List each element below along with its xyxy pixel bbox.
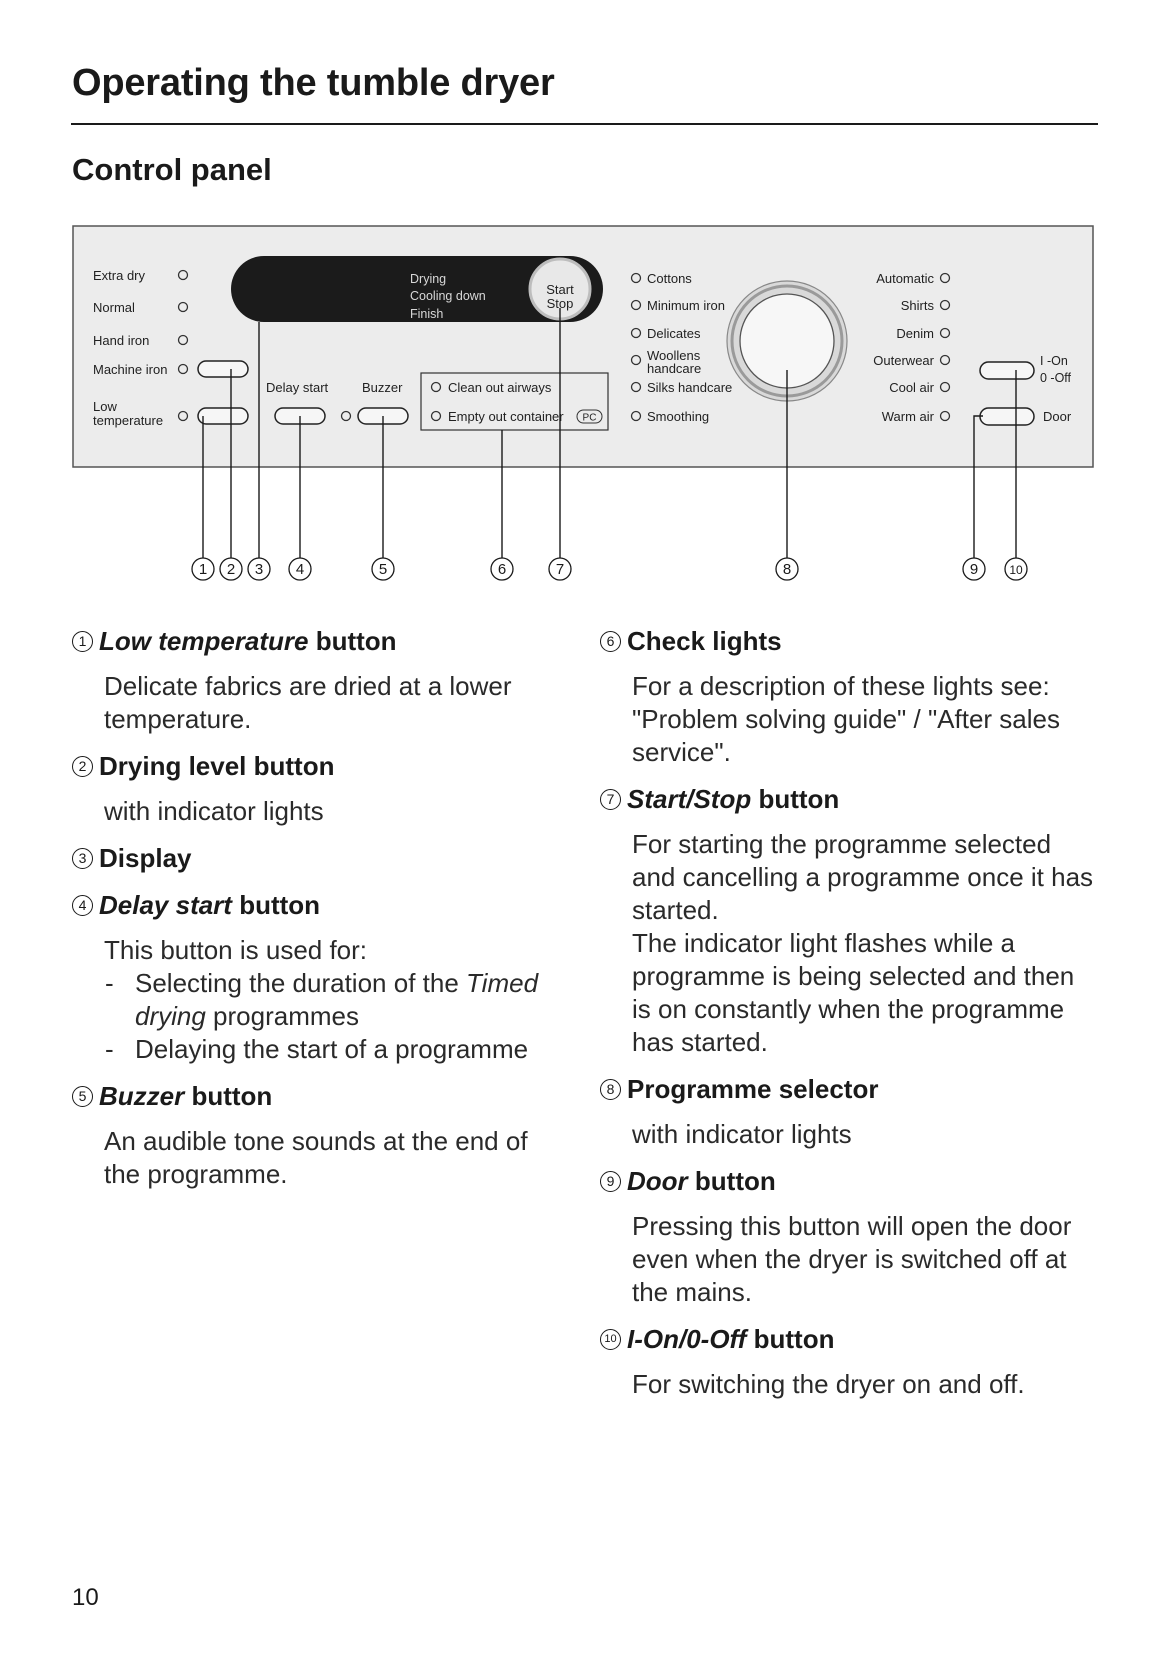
legend-title-rest-9: button (687, 1166, 776, 1196)
legend-number-6: 6 (600, 631, 621, 652)
drying-level-normal: Normal (93, 300, 135, 315)
programme-outerwear: Outerwear (873, 353, 934, 368)
legend-title-rest-4: button (231, 890, 321, 920)
legend-number-2: 2 (72, 756, 93, 777)
legend-title-italic-10: I-On/0-Off (627, 1324, 747, 1354)
legend-body-1: Delicate fabrics are dried at a lower temperature. (104, 671, 512, 734)
legend-title-italic-9: Door (627, 1166, 688, 1196)
delay-start-label: Delay start (266, 380, 329, 395)
drying-level-machine-iron: Machine iron (93, 362, 168, 377)
legend-title-rest-5: button (184, 1081, 273, 1111)
programme-shirts: Shirts (900, 298, 934, 313)
legend-heading-1 (72, 624, 562, 658)
drying-level-extra-dry: Extra dry (93, 268, 146, 283)
legend-number-9: 9 (600, 1171, 621, 1192)
legend-item-4 (72, 888, 562, 1066)
legend-item-10 (600, 1322, 1100, 1401)
legend-item-6 (600, 624, 1100, 769)
legend-item-7 (600, 782, 1100, 1059)
programme-cottons: Cottons (647, 271, 692, 286)
legend-number-5: 5 (72, 1086, 93, 1107)
callout-number-10: 10 (1009, 563, 1023, 577)
callout-number-4: 4 (295, 561, 305, 578)
legend-body-10: For switching the dryer on and off. (632, 1369, 1025, 1399)
legend-body-6: For a description of these lights see: "Problem solving guide" / "After sales service". (632, 671, 1060, 767)
legend-number-7: 7 (600, 789, 621, 810)
on-off-button[interactable] (980, 362, 1034, 379)
callout-number-7: 7 (555, 561, 565, 578)
legend-item-8 (600, 1072, 1100, 1151)
legend-heading-6 (600, 624, 1100, 658)
legend-left-column (72, 624, 562, 1204)
legend-heading-7 (600, 782, 1100, 816)
callout-number-1: 1 (198, 561, 208, 578)
programme-cool-air: Cool air (889, 380, 934, 395)
callout-number-9: 9 (969, 561, 979, 578)
programme-denim: Denim (896, 326, 934, 341)
drying-level-hand-iron: Hand iron (93, 333, 150, 348)
legend-body-4-list (104, 967, 562, 1066)
legend-body-7-para-2: The indicator light flashes while a programme is being selected and then is on constantly when the programme has started. (632, 928, 1075, 1057)
low-temperature-button[interactable] (198, 408, 248, 424)
programme-delicates: Delicates (647, 326, 701, 341)
programme-smoothing: Smoothing (647, 409, 710, 424)
programme-automatic: Automatic (876, 271, 934, 286)
off-label: 0 -Off (1040, 371, 1072, 385)
buzzer-label: Buzzer (362, 380, 403, 395)
programme-minimum-iron: Minimum iron (647, 298, 726, 313)
pc-badge-label: PC (582, 412, 597, 424)
legend-heading-2 (72, 749, 562, 783)
bullet-1-italic: Timed drying (135, 968, 539, 1031)
legend-title-8: Programme selector (627, 1074, 879, 1104)
low-temp-label-line2: temperature (93, 413, 164, 428)
programme-woollens-line2: handcare (647, 361, 702, 376)
low-temp-label-line1: Low (93, 399, 117, 414)
callout-number-8: 8 (782, 561, 792, 578)
start-label: Start (546, 282, 574, 297)
legend-title-rest-10: button (746, 1324, 835, 1354)
display-state-drying: Drying (410, 272, 447, 286)
legend-heading-8 (600, 1072, 1100, 1106)
legend-right-column (600, 624, 1100, 1414)
legend-number-8: 8 (600, 1079, 621, 1100)
drying-level-button[interactable] (198, 361, 248, 377)
legend-body-4-intro: This button is used for: (104, 935, 368, 965)
legend-title-italic-1: Low temperature (99, 626, 309, 656)
legend-item-3 (72, 841, 562, 875)
callout-number-5: 5 (378, 561, 388, 578)
programme-silks-handcare: Silks handcare (647, 380, 733, 395)
legend-title-italic-4: Delay start (99, 890, 232, 920)
legend-body-4-bullet-1 (104, 967, 562, 1033)
legend-title-6: Check lights (627, 626, 782, 656)
legend-heading-4 (72, 888, 562, 922)
legend-item-9 (600, 1164, 1100, 1309)
legend-title-rest-7: button (751, 784, 840, 814)
programme-woollens-line1: Woollens (647, 348, 701, 363)
display-state-cooling-down: Cooling down (410, 289, 486, 303)
check-light-clean-out-airways: Clean out airways (448, 380, 552, 395)
section-title: Control panel (72, 152, 272, 187)
legend-body-5: An audible tone sounds at the end of the programme. (104, 1126, 528, 1189)
legend-heading-3 (72, 841, 562, 875)
bullet-1-pre: Selecting the duration of the (135, 968, 467, 998)
legend-heading-9 (600, 1164, 1100, 1198)
legend-item-1 (72, 624, 562, 736)
check-light-empty-out-container: Empty out container (448, 409, 564, 424)
callout-number-3: 3 (254, 561, 264, 578)
legend-item-2 (72, 749, 562, 828)
legend-body-4-bullet-2: - Delaying the start of a programme (104, 1033, 562, 1066)
callout-number-6: 6 (497, 561, 507, 578)
legend-body-7 (632, 828, 1100, 1059)
display-state-finish: Finish (410, 307, 444, 321)
legend-number-1: 1 (72, 631, 93, 652)
door-button[interactable] (980, 408, 1034, 425)
legend-body-4 (104, 934, 562, 1066)
page-title: Operating the tumble dryer (72, 62, 555, 104)
page-number: 10 (72, 1584, 99, 1611)
legend-title-3: Display (99, 843, 192, 873)
door-label: Door (1043, 409, 1072, 424)
bullet-1-post: programmes (205, 1001, 359, 1031)
legend-body-7-para-1: For starting the programme selected and cancelling a programme once it has started. (632, 829, 1094, 925)
legend-title-italic-7: Start/Stop (627, 784, 752, 814)
legend-number-3: 3 (72, 848, 93, 869)
control-panel-diagram (0, 0, 1167, 600)
legend-number-10: 10 (600, 1329, 621, 1350)
on-label: I -On (1040, 354, 1068, 368)
legend-heading-10 (600, 1322, 1100, 1356)
legend-body-8: with indicator lights (632, 1119, 852, 1149)
legend-title-rest-1: button (308, 626, 397, 656)
legend-title-italic-5: Buzzer (99, 1081, 185, 1111)
callout-number-2: 2 (226, 561, 236, 578)
legend-title-2: Drying level button (99, 751, 335, 781)
legend-body-2: with indicator lights (104, 796, 324, 826)
stop-label: Stop (546, 296, 574, 311)
legend-body-9: Pressing this button will open the door even when the dryer is switched off at the mains. (632, 1211, 1072, 1307)
legend-item-5 (72, 1079, 562, 1191)
legend-heading-5 (72, 1079, 562, 1113)
legend-number-4: 4 (72, 895, 93, 916)
programme-warm-air: Warm air (881, 409, 934, 424)
